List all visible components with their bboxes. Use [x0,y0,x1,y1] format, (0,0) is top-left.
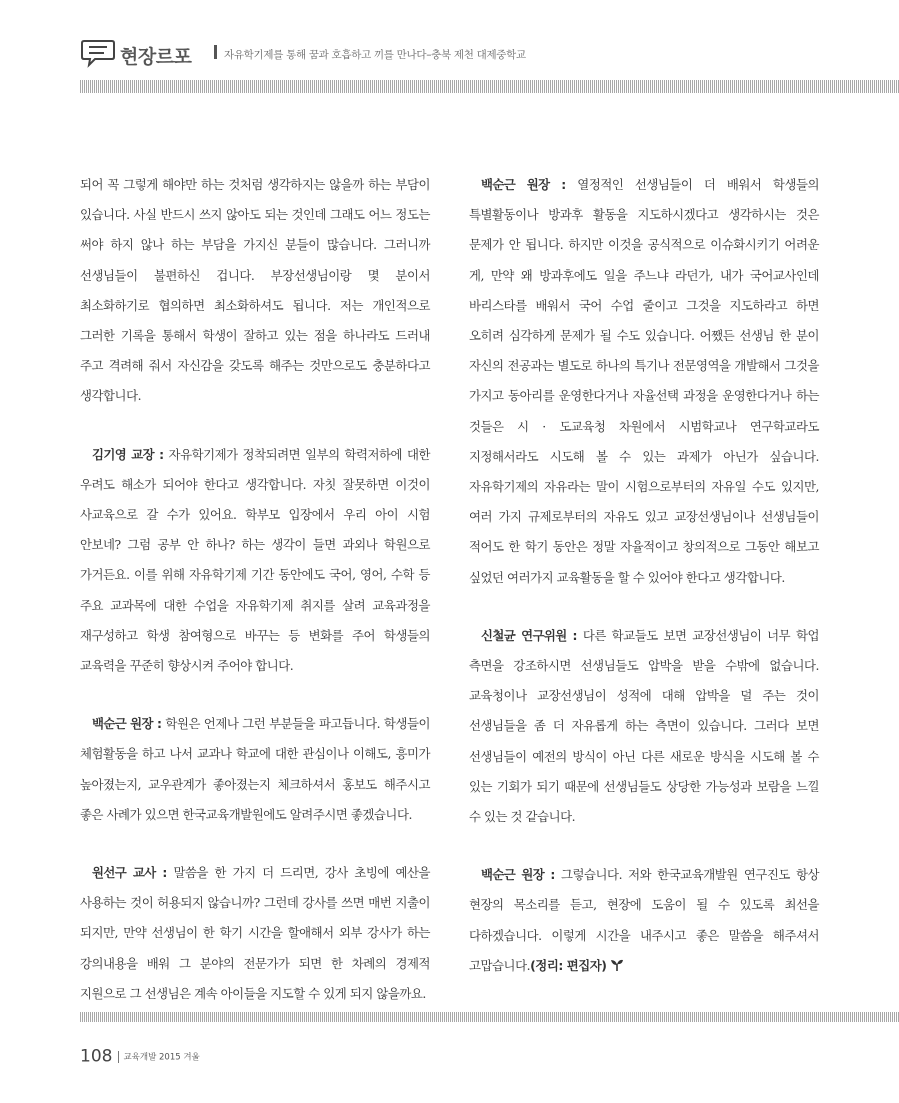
paragraph [80,170,430,412]
paragraph [469,170,819,593]
page-header [80,38,899,68]
paragraph-text: 그렇습니다. 저와 한국교육개발원 연구진도 항상 현장의 목소리를 듣고, 현장에 도움이 될 수 있도록 최선을 다하겠습니다. 이렇게 시간을 내주시고 좋은 말씀을 해주셔서 고맙습니다. [469,867,819,973]
footer-stripe-divider [80,1012,899,1022]
paragraph [80,440,430,682]
left-column [80,170,430,1037]
right-column [469,170,819,1009]
paragraph [80,858,430,1009]
leaf-sprout-icon [610,959,624,971]
speaker-label: 백순근 원장 : [92,716,166,732]
paragraph [469,860,819,981]
paragraph-text: 열정적인 선생님들이 더 배워서 학생들의 특별활동이나 방과후 활동을 지도하시겠다고 생각하시는 것은 문제가 안 됩니다. 하지만 이것을 공식적으로 이슈화시키기 어려운 게, 만약 왜 방과후에도 일을 주느냐 라던가, 내가 국어교사인데 바리스타를 배워서 국어 수업 줄이고 그것을 지도하라고 하면 오히려 심각하게 문제가 될 수도 있습니다. 어쨌든 선생님 한 분이 자신의 전공과는 별도로 하나의 특기나 전문영역을 개발해서 그것을 가지고 동아리를 운영한다거나 자율선택 과정을 운영한다거나 하는 것들은 시 · 도교육청 차원에서 시범학교나 연구학교라도 지정해서라도 시도해 볼 수 있는 과제가 아닌가 싶습니다. 자유학기제의 자유라는 말이 시험으로부터의 자유일 수도 있지만, 여러 가지 규제로부터의 자유도 있고 교장선생님이나 선생님들이 적어도 한 학기 동안은 정말 자율적이고 창의적으로 그동안 해보고 싶었던 여러가지 교육활동을 할 수 있어야 한다고 생각합니다. [469,177,819,585]
paragraph-text: 다른 학교들도 보면 교장선생님이 너무 학업 측면을 강조하시면 선생님들도 압박을 받을 수밖에 없습니다. 교육청이나 교장선생님이 성적에 대해 압박을 덜 주는 것이 선생님들을 좀 더 자유롭게 하는 측면이 있습니다. 그러다 보면 선생님들이 예전의 방식이 아닌 다른 새로운 방식을 시도해 볼 수 있는 기회가 되기 때문에 선생님들도 상당한 가능성과 보람을 느낄 수 있는 것 같습니다. [469,627,819,825]
section-title: 현장르포 [120,46,192,68]
speaker-label: 김기영 교장 : [92,446,169,462]
speaker-label: 백순근 원장 : [481,867,561,883]
speaker-label: 신철균 연구위원 : [481,627,583,643]
paragraph-text: 말씀을 한 가지 더 드리면, 강사 초빙에 예산을 사용하는 것이 허용되지 않습니까? 그런데 강사를 쓰면 매번 지출이 되지만, 만약 선생님이 한 학기 시간을 할애해서 외부 강사가 하는 강의내용을 배워 그 분야의 전문가가 되면 한 차례의 경제적 지원으로 그 선생님은 계속 아이들을 지도할 수 있게 되지 않을까요. [80,865,430,1001]
footer-divider [118,1051,119,1063]
page-number: 108 [80,1046,113,1067]
article-subtitle: 자유학기제를 통해 꿈과 호흡하고 끼를 만나다–충북 제천 대제중학교 [224,49,526,61]
header-stripe-divider [80,80,899,93]
editor-credit: (정리: 편집자) [530,957,607,973]
speaker-label: 원선구 교사 : [92,865,174,881]
speaker-label: 백순근 원장 : [481,177,578,192]
publication-info: 교육개발 2015 겨울 [123,1052,200,1063]
paragraph-text: 되어 꼭 그렇게 해야만 하는 것처럼 생각하지는 않을까 하는 부담이 있습니다. 사실 반드시 쓰지 않아도 되는 것인데 그래도 어느 정도는 써야 하지 않나 하는 부담을 가지신 분들이 많습니다. 그러니까 선생님들이 불편하신 겁니다. 부장선생님이랑 몇 분이서 최소화하기로 협의하면 최소화하셔도 됩니다. 저는 개인적으로 그러한 기록을 통해서 학생이 잘하고 있는 점을 하나라도 드러내 주고 격려해 줘서 자신감을 갖도록 해주는 것만으로도 충분하다고 생각합니다. [80,177,430,404]
paragraph [469,621,819,832]
page-footer [80,1046,200,1070]
paragraph [80,709,430,830]
paragraph-text: 학원은 언제나 그런 부분들을 파고듭니다. 학생들이 체험활동을 하고 나서 교과나 학교에 대한 관심이나 이해도, 흥미가 높아졌는지, 교우관계가 좋아졌는지 체크하셔서 홍보도 해주시고 좋은 사례가 있으면 한국교육개발원에도 알려주시면 좋겠습니다. [80,716,431,822]
speech-bubble-icon [80,38,116,68]
paragraph-text: 자유학기제가 정착되려면 일부의 학력저하에 대한 우려도 해소가 되어야 한다고 생각합니다. 자칫 잘못하면 이것이 사교육으로 갈 수가 있어요. 학부모 입장에서 우리 아이 시험 안보네? 그럼 공부 안 하나? 하는 생각이 들면 과외나 학원으로 가거든요. 이를 위해 자유학기제 기간 동안에도 국어, 영어, 수학 등 주요 교과목에 대한 수업을 자유학기제 취지를 살려 교육과정을 재구성하고 학생 참여형으로 바꾸는 등 변화를 주어 학생들의 교육력을 꾸준히 향상시켜 주어야 합니다. [80,446,430,674]
title-divider [214,45,217,59]
